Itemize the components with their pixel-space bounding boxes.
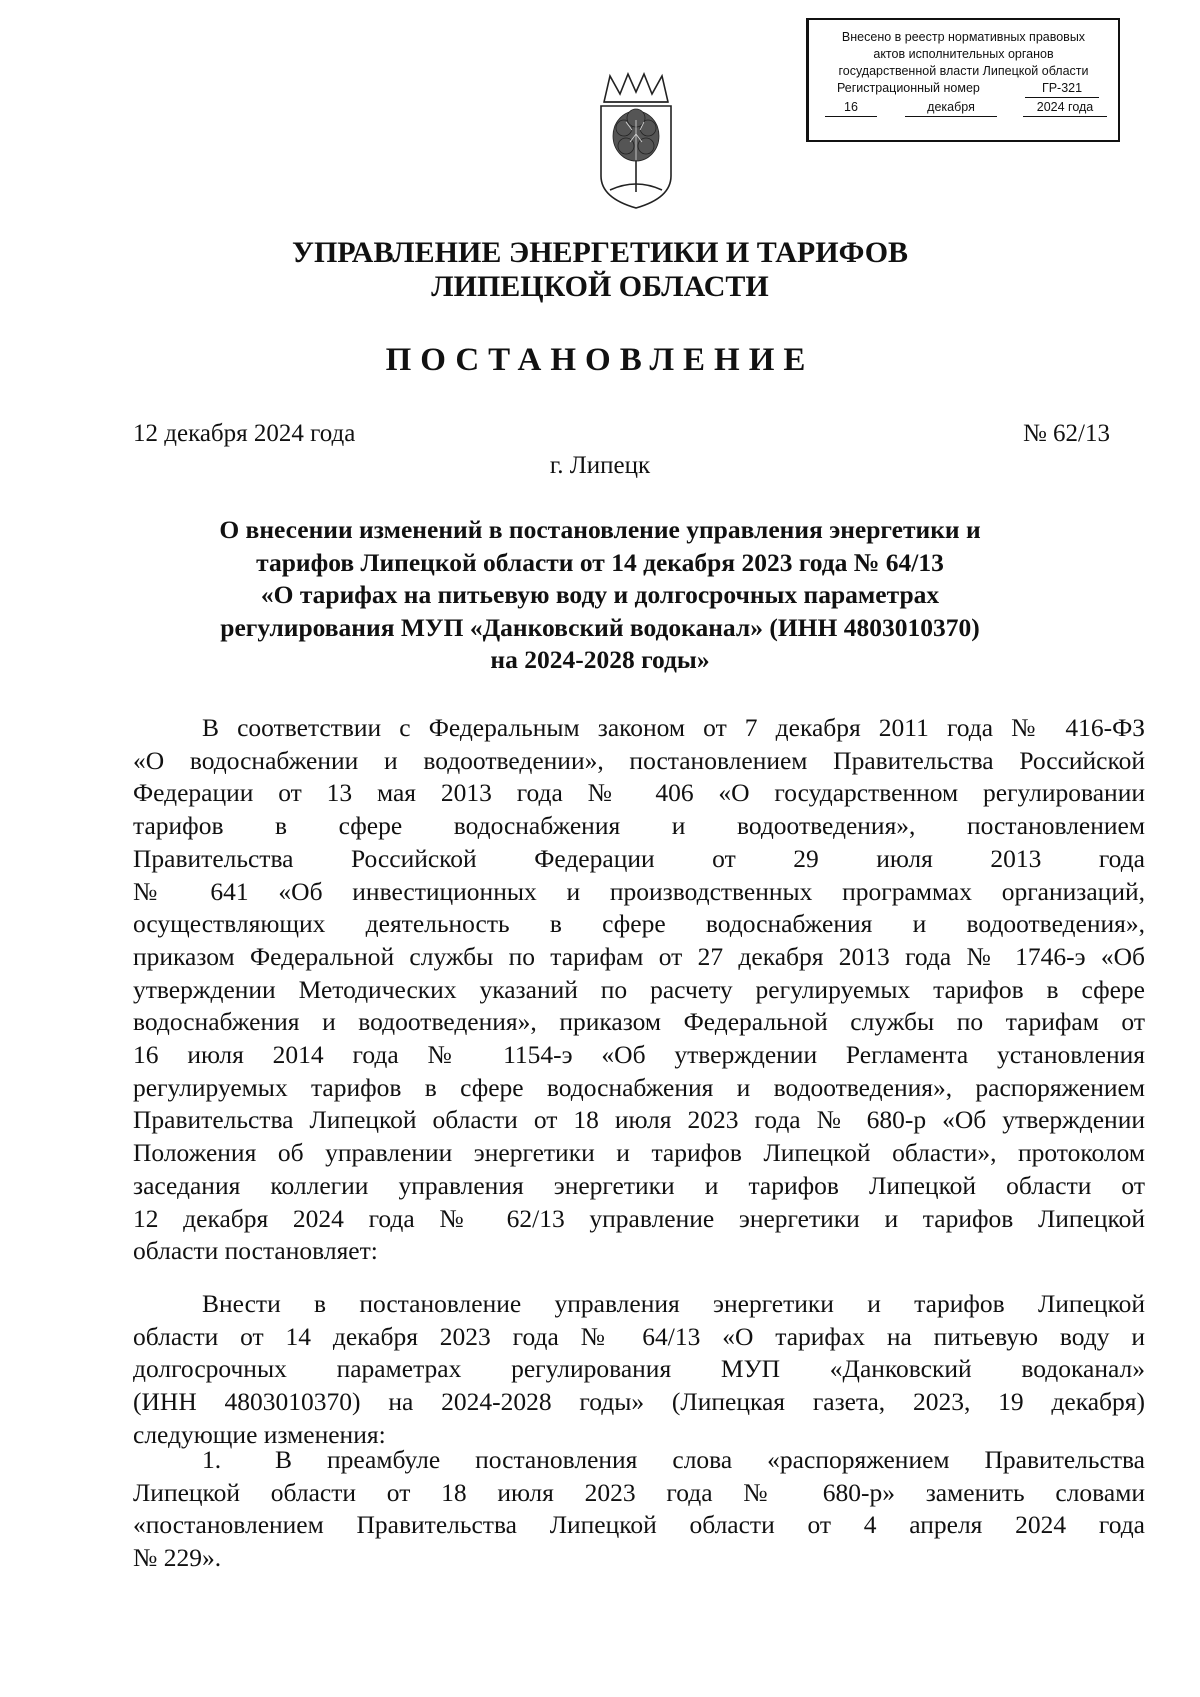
title-line: на 2024-2028 годы» bbox=[490, 645, 710, 674]
stamp-month: декабря bbox=[905, 99, 997, 117]
amendment-item-1 bbox=[133, 1444, 1145, 1575]
stamp-line-3: государственной власти Липецкой области bbox=[838, 64, 1089, 78]
text-line: Правительства Липецкой области от 18 июля 2023 года № 680-р «Об утверждении bbox=[133, 1105, 1145, 1135]
document-date: 12 декабря 2024 года bbox=[133, 420, 356, 447]
stamp-reg-label: Регистрационный номер bbox=[837, 81, 980, 95]
text-line: Положения об управлении энергетики и тарифов Липецкой области», протоколом bbox=[133, 1138, 1145, 1168]
title-line: «О тарифах на питьевую воду и долгосрочных параметрах bbox=[260, 580, 940, 609]
text-line: области постановляет: bbox=[133, 1236, 378, 1266]
registration-stamp bbox=[806, 18, 1120, 142]
document-title bbox=[160, 514, 1040, 677]
text-line: следующие изменения: bbox=[133, 1419, 386, 1449]
text-line bbox=[133, 1444, 1145, 1477]
document-type: ПОСТАНОВЛЕНИЕ bbox=[385, 342, 815, 378]
text-line: утверждении Методических указаний по расчету регулируемых тарифов в сфере bbox=[133, 974, 1145, 1004]
stamp-day: 16 bbox=[825, 99, 877, 117]
text-line: Липецкой области от 18 июля 2023 года № 680-р» заменить словами bbox=[133, 1477, 1145, 1507]
item-number: 1. bbox=[202, 1445, 222, 1474]
amendment-intro-paragraph bbox=[133, 1288, 1145, 1452]
text-line: Правительства Российской Федерации от 29 июля 2013 года bbox=[133, 843, 1145, 873]
stamp-year: 2024 года bbox=[1023, 99, 1107, 117]
text-line: «постановлением Правительства Липецкой области от 4 апреля 2024 года bbox=[133, 1510, 1145, 1540]
text-line: В соответствии с Федеральным законом от 7 декабря 2011 года № 416-ФЗ bbox=[202, 713, 1145, 742]
text-line: осуществляющих деятельность в сфере водоснабжения и водоотведения», bbox=[133, 909, 1145, 939]
title-line: О внесении изменений в постановление управления энергетики и bbox=[219, 515, 981, 544]
text-line: водоснабжения и водоотведения», приказом Федеральной службы по тарифам от bbox=[133, 1007, 1145, 1037]
title-line: тарифов Липецкой области от 14 декабря 2023 года № 64/13 bbox=[256, 547, 944, 577]
authority-line-1: УПРАВЛЕНИЕ ЭНЕРГЕТИКИ И ТАРИФОВ bbox=[291, 236, 909, 269]
text-line: тарифов в сфере водоснабжения и водоотведения», постановлением bbox=[133, 811, 1145, 841]
item-text: В преамбуле постановления слова «распоряжением Правительства bbox=[275, 1445, 1145, 1474]
coat-of-arms-emblem bbox=[596, 72, 676, 212]
text-line: (ИНН 4803010370) на 2024-2028 годы» (Липецкая газета, 2023, 19 декабря) bbox=[133, 1387, 1145, 1417]
stamp-line-2: актов исполнительных органов bbox=[873, 47, 1054, 61]
preamble-paragraph bbox=[133, 712, 1145, 1268]
text-line: области от 14 декабря 2023 года № 64/13 «О тарифах на питьевую воду и bbox=[133, 1321, 1145, 1351]
stamp-reg-number: ГР-321 bbox=[1025, 80, 1099, 98]
text-line: № 229». bbox=[133, 1543, 222, 1573]
text-line: № 641 «Об инвестиционных и производственных программах организаций, bbox=[133, 876, 1145, 906]
text-line: 16 июля 2014 года № 1154-э «Об утверждении Регламента установления bbox=[133, 1040, 1145, 1070]
stamp-registration-row bbox=[809, 80, 1118, 99]
title-line: регулирования МУП «Данковский водоканал» (ИНН 4803010370) bbox=[220, 612, 980, 642]
text-line: заседания коллегии управления энергетики и тарифов Липецкой области от bbox=[133, 1170, 1145, 1200]
text-line: 12 декабря 2024 года № 62/13 управление энергетики и тарифов Липецкой bbox=[133, 1203, 1145, 1233]
stamp-date-row bbox=[809, 99, 1118, 118]
text-line: долгосрочных параметрах регулирования МУП «Данковский водоканал» bbox=[133, 1354, 1145, 1384]
text-line: Внести в постановление управления энергетики и тарифов Липецкой bbox=[202, 1289, 1145, 1318]
authority-line-2: ЛИПЕЦКОЙ ОБЛАСТИ bbox=[431, 270, 769, 303]
document-number: № 62/13 bbox=[1022, 420, 1110, 447]
text-line: «О водоснабжении и водоотведении», постановлением Правительства Российской bbox=[133, 745, 1145, 775]
text-line: приказом Федеральной службы по тарифам от 27 декабря 2013 года № 1746-э «Об bbox=[133, 941, 1145, 971]
text-line: регулируемых тарифов в сфере водоснабжения и водоотведения», распоряжением bbox=[133, 1072, 1145, 1102]
issuing-authority bbox=[0, 236, 1200, 304]
document-city: г. Липецк bbox=[549, 452, 651, 479]
text-line: Федерации от 13 мая 2013 года № 406 «О государственном регулировании bbox=[133, 778, 1145, 808]
stamp-line-1: Внесено в реестр нормативных правовых bbox=[841, 30, 1086, 44]
